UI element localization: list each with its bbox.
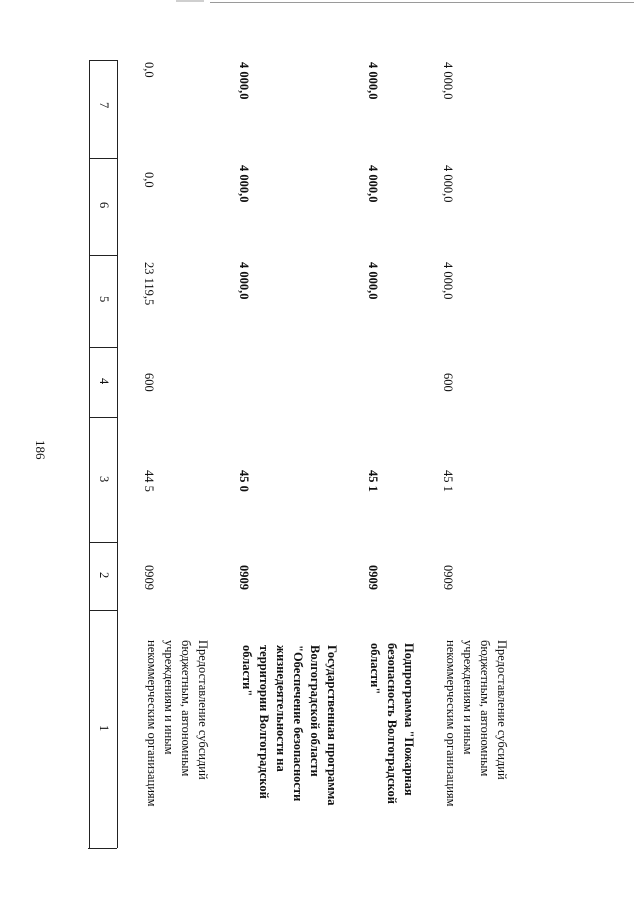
row3-name-line3: области" xyxy=(368,643,382,695)
row1-name-line3: учреждениям и иным xyxy=(162,640,176,755)
row4-name-line4: некоммерческим организациям xyxy=(444,640,458,807)
header-band-left xyxy=(89,60,90,848)
top-mark xyxy=(176,0,204,2)
row3-name-line2: безопасность Волгоградской xyxy=(385,643,399,804)
row2-name-line2: Волгоградской области xyxy=(308,645,322,777)
row2-name-line3: "Обеспечение безопасности xyxy=(291,645,305,802)
col-sep-7-6 xyxy=(89,158,117,159)
col-sep-3-2 xyxy=(89,542,117,543)
page-number-area xyxy=(32,440,50,470)
row1-name-line4: некоммерческим организациям xyxy=(145,640,159,807)
row4-name-line2: бюджетным, автономным xyxy=(478,640,492,777)
row2-name-line6: области" xyxy=(240,645,254,697)
page-number: 186 xyxy=(33,440,48,460)
row2-name-line5: территории Волгоградской xyxy=(257,645,271,799)
table-bottom-border xyxy=(89,848,117,849)
row3-name-line1: Подпрограмма "Пожарная xyxy=(402,643,416,796)
col-sep-4-3 xyxy=(89,417,117,418)
row2-name-line4: жизнедеятельности на xyxy=(274,645,288,772)
row2-name-line1: Государственная программа xyxy=(325,645,339,806)
row4-name-line1: Предоставление субсидий xyxy=(495,640,509,780)
row4-name-line3: учреждениям и иным xyxy=(461,640,475,755)
col-sep-6-5 xyxy=(89,255,117,256)
header-top-line xyxy=(89,60,117,61)
col-sep-5-4 xyxy=(89,347,117,348)
row1-name-line2: бюджетным, автономным xyxy=(179,640,193,777)
top-rule xyxy=(210,2,634,3)
col-sep-2-1 xyxy=(89,610,117,611)
header-band-right xyxy=(117,60,118,848)
row1-name-line1: Предоставление субсидий xyxy=(196,640,210,780)
